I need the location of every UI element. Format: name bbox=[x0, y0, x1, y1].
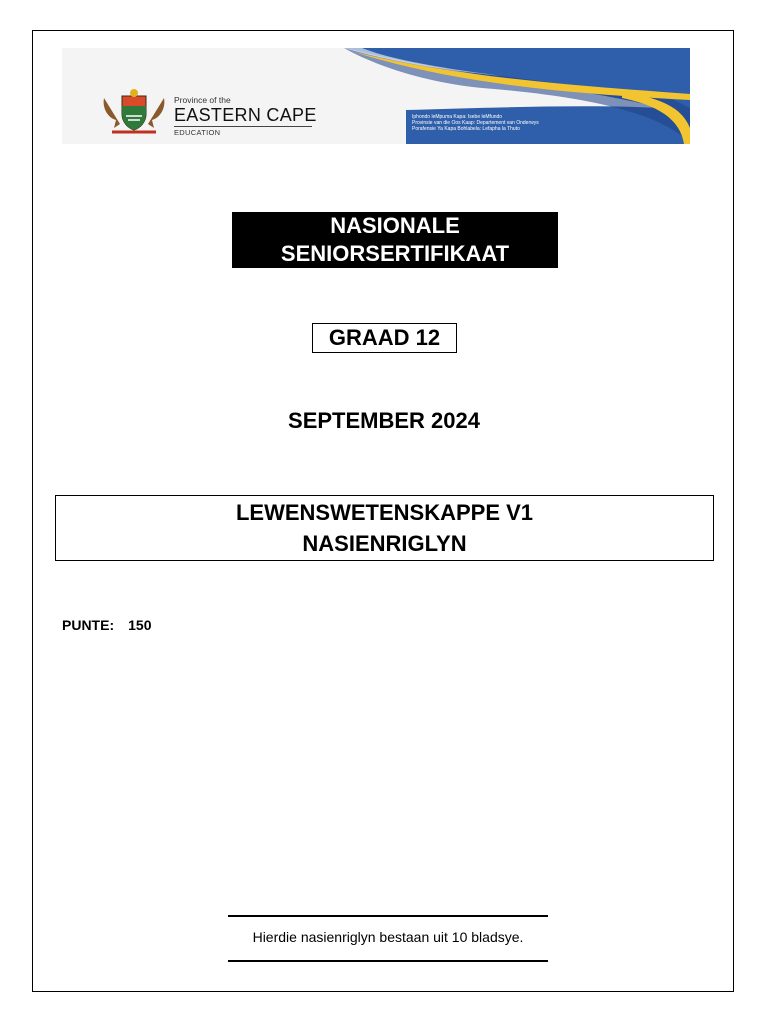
coat-of-arms-logo bbox=[98, 88, 170, 136]
certificate-title bbox=[232, 212, 558, 268]
footer-bottom-rule bbox=[228, 960, 548, 962]
logo-province-name: EASTERN CAPE bbox=[174, 104, 317, 125]
marks-value: 150 bbox=[128, 617, 152, 633]
marks-line bbox=[62, 617, 151, 633]
marks-label: PUNTE: bbox=[62, 617, 115, 633]
subject-title: LEWENSWETENSKAPPE V1 bbox=[235, 500, 534, 525]
title-line-2: SENIORSERTIFIKAAT bbox=[280, 241, 510, 266]
subject-box bbox=[55, 495, 714, 561]
logo-province-line: Province of the bbox=[174, 95, 231, 105]
exam-date: SEPTEMBER 2024 bbox=[288, 408, 480, 433]
header-banner bbox=[62, 48, 690, 144]
grade-label: GRAAD 12 bbox=[312, 323, 457, 353]
eastern-cape-logo-text bbox=[174, 96, 317, 136]
logo-divider bbox=[174, 126, 312, 127]
subject-subtitle: NASIENRIGLYN bbox=[302, 531, 467, 556]
banner-multilingual-text bbox=[412, 114, 539, 132]
page-count-note: Hierdie nasienriglyn bestaan uit 10 bladsye. bbox=[252, 929, 524, 945]
footer-top-rule bbox=[228, 915, 548, 917]
banner-line: Provinsie van die Oos Kaap: Departement van Onderwys bbox=[412, 120, 539, 126]
title-line-1: NASIONALE bbox=[330, 213, 460, 238]
banner-line: Iphondo leMpuma Kapa: Isebe leMfundo bbox=[412, 114, 503, 120]
banner-line: Porafensie Ya Kapa Bohlabela: Lefapha la Thuto bbox=[412, 126, 520, 132]
logo-department: EDUCATION bbox=[174, 127, 221, 137]
